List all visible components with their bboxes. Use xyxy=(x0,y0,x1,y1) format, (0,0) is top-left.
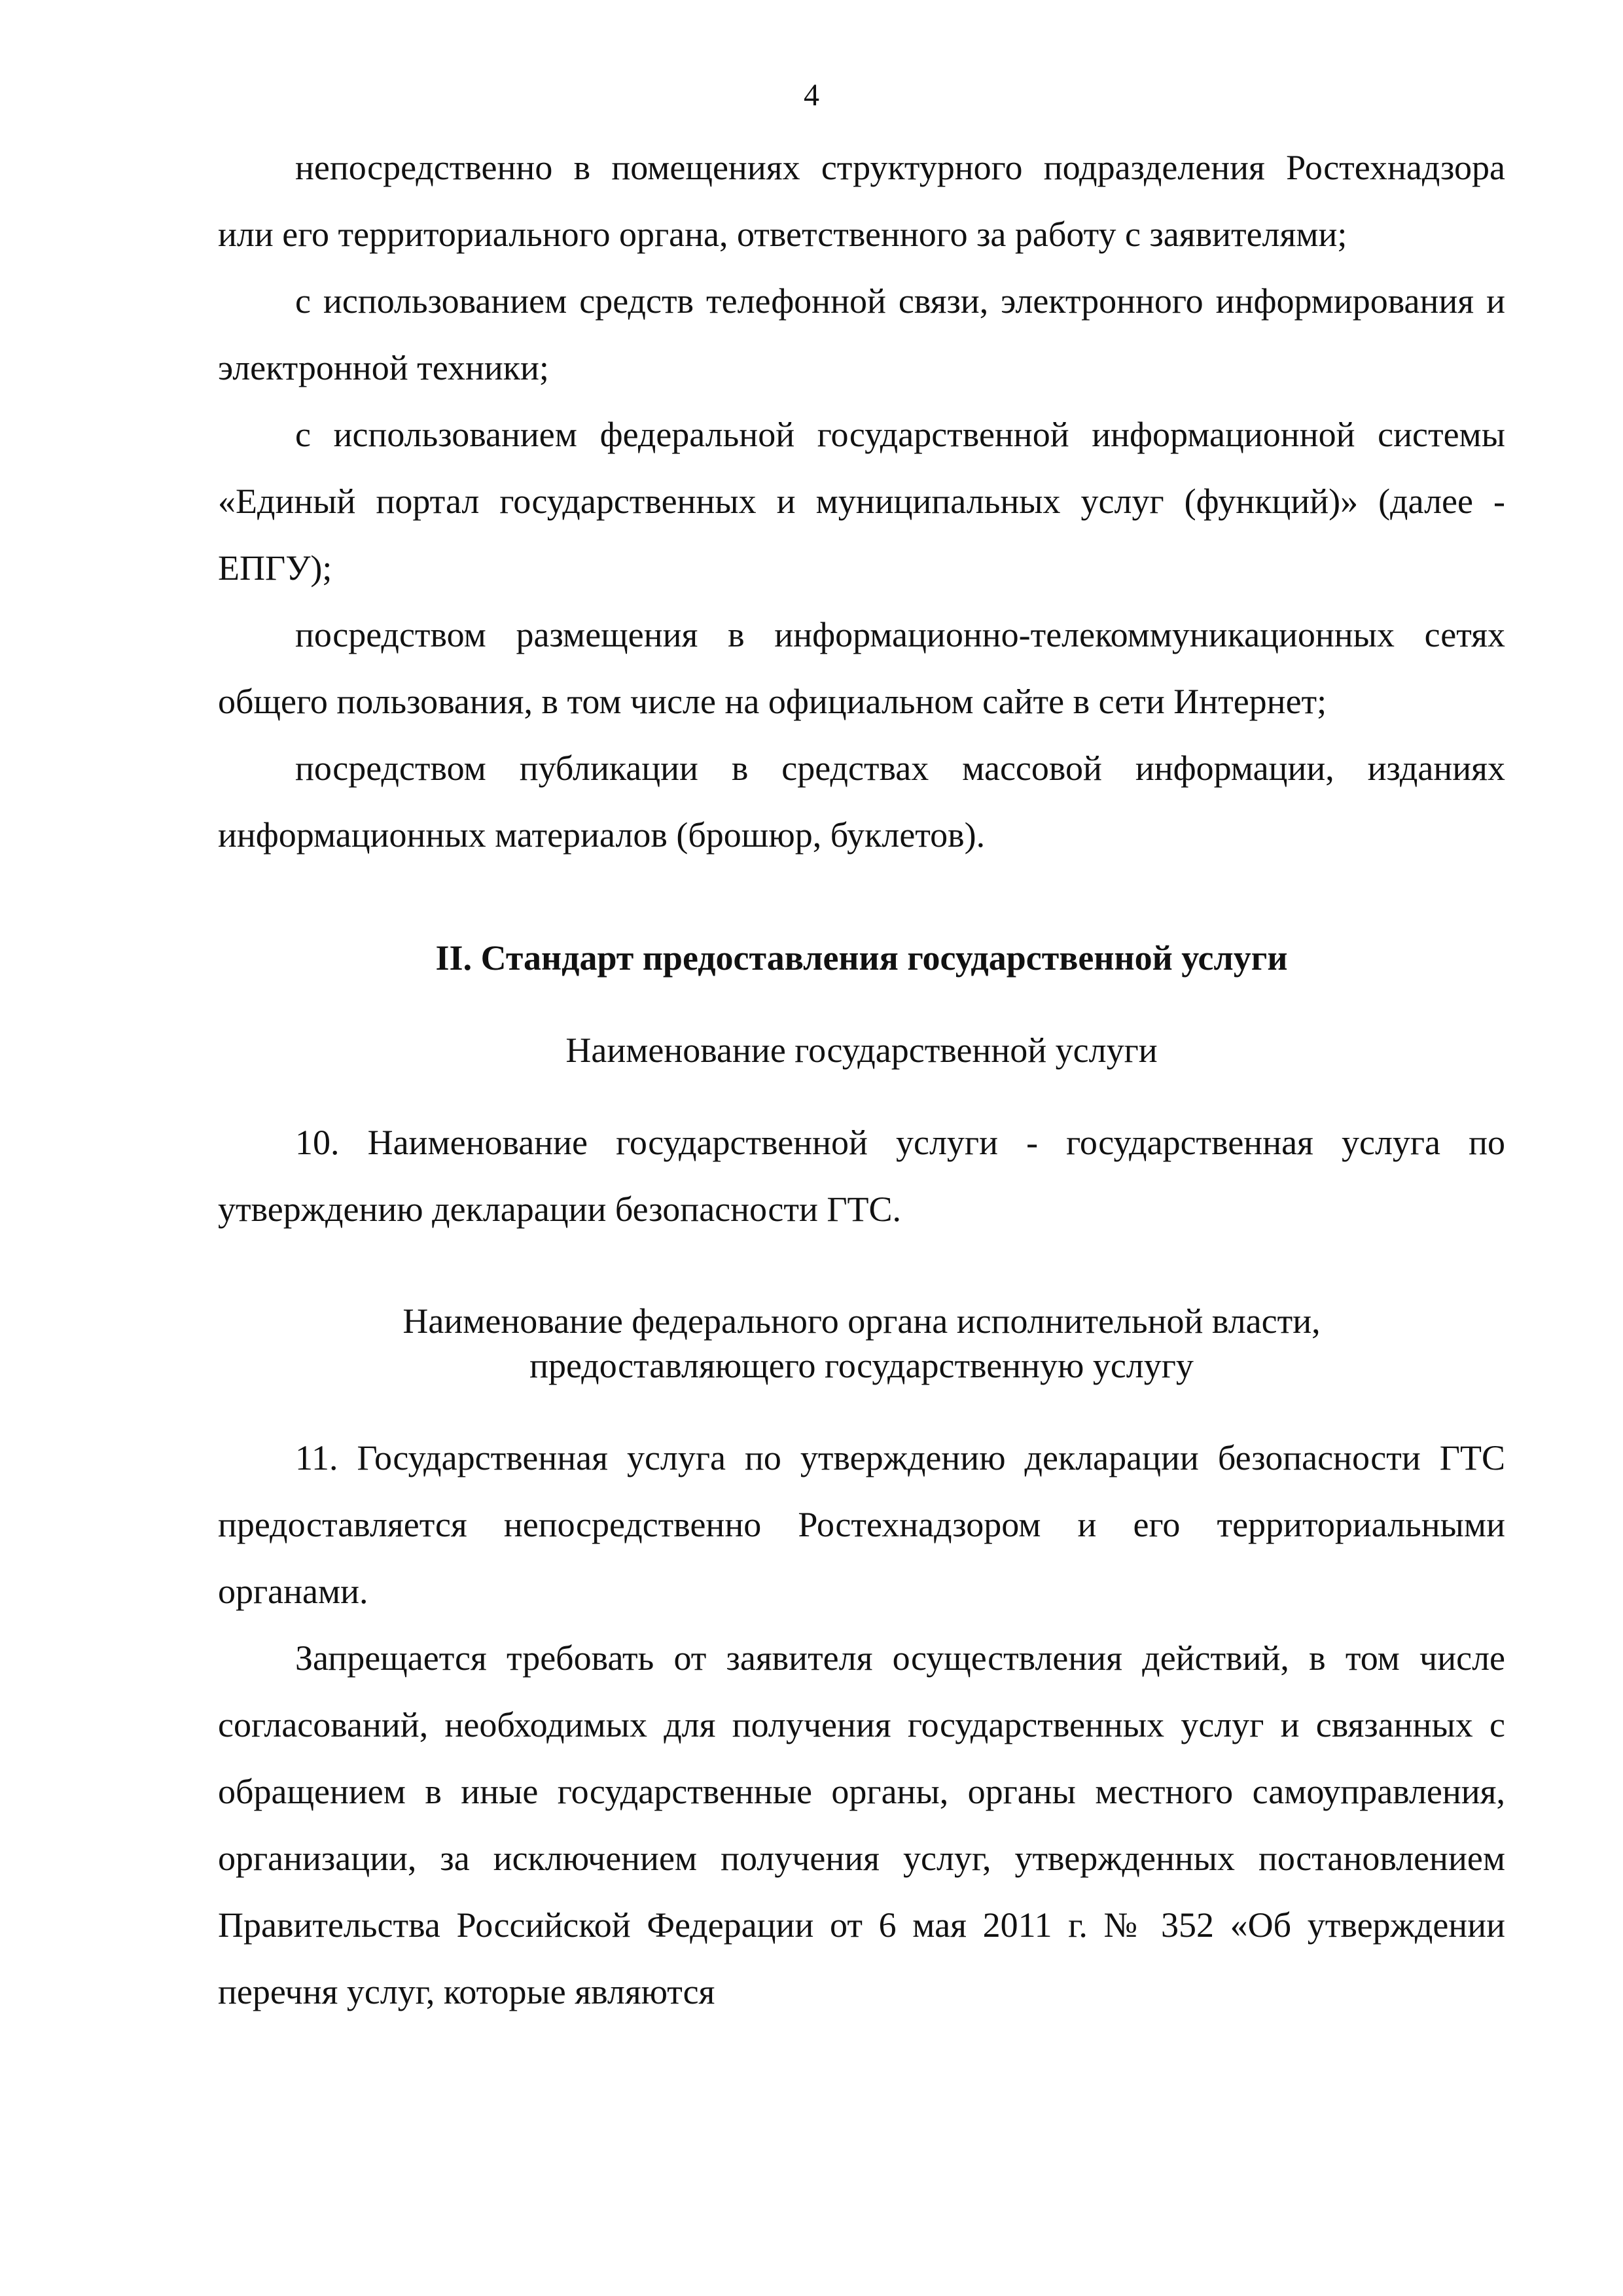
spacer xyxy=(218,1072,1505,1109)
document-body xyxy=(218,134,1505,2025)
subheading-authority-line1: Наименование федерального органа исполнительной власти, xyxy=(402,1301,1321,1341)
spacer xyxy=(218,1243,1505,1299)
paragraph-info-internet: посредством размещения в информационно-телекоммуникационных сетях общего пользования, в том числе на официальном сайте в сети Интернет; xyxy=(218,615,1505,721)
spacer xyxy=(218,868,1505,925)
paragraph-info-epgu: с использованием федеральной государственной информационной системы «Единый портал государственных и муниципальных услуг (функций)» (далее - ЕПГУ); xyxy=(218,415,1505,588)
paragraph-info-media: посредством публикации в средствах массовой информации, изданиях информационных материалов (брошюр, буклетов). xyxy=(218,749,1505,855)
section-title: II. Стандарт предоставления государственной услуги xyxy=(435,938,1288,978)
subheading-authority-line2: предоставляющего государственную услугу xyxy=(529,1346,1194,1385)
page-number: 4 xyxy=(804,78,819,113)
spacer xyxy=(218,1388,1505,1424)
paragraph-11: 11. Государственная услуга по утверждению декларации безопасности ГТС предоставляется непосредственно Ростехнадзором и его территориальными органами. xyxy=(218,1438,1505,1611)
subheading-service-name: Наименование государственной услуги xyxy=(565,1031,1158,1070)
paragraph-info-phone: с использованием средств телефонной связи, электронного информирования и электронной техники; xyxy=(218,281,1505,387)
paragraph-info-premises: непосредственно в помещениях структурного подразделения Ростехнадзора или его территориального органа, ответственного за работу с заявителями; xyxy=(218,148,1505,254)
spacer xyxy=(218,991,1505,1028)
paragraph-prohibition: Запрещается требовать от заявителя осуществления действий, в том числе согласований, необходимых для получения государственных услуг и связанных с обращением в иные государственные органы, органы местного самоуправления, организации, за исключением получения услуг, утвержденных постановлением Правительства Российской Федерации от 6 мая 2011 г. № 352 «Об утверждении перечня услуг, которые являются xyxy=(218,1638,1505,2011)
paragraph-10: 10. Наименование государственной услуги - государственная услуга по утверждению декларации безопасности ГТС. xyxy=(218,1123,1505,1229)
